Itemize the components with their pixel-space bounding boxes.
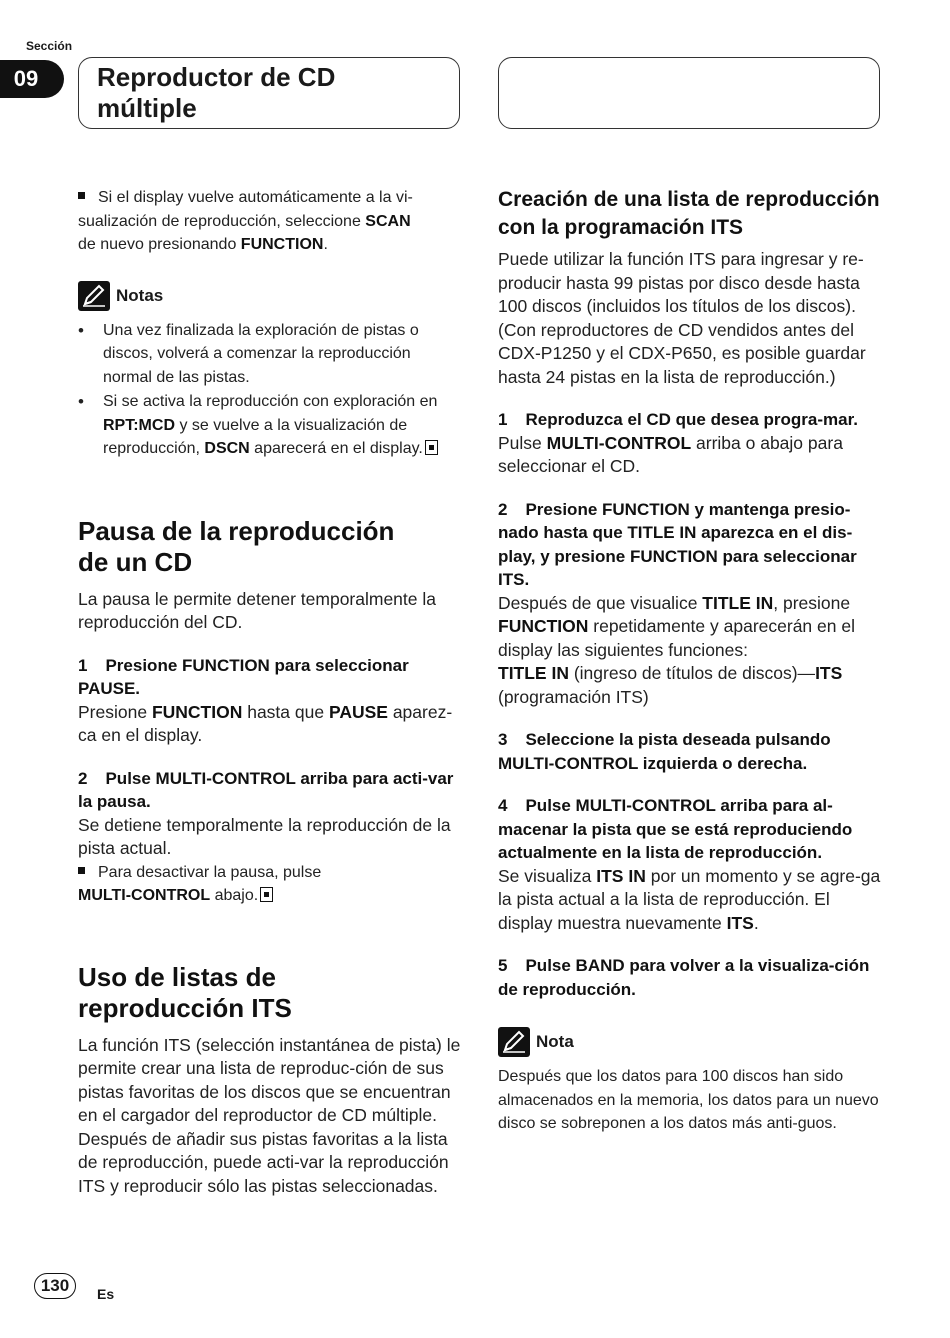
pause-step-2-heading: 2 Pulse MULTI-CONTROL arriba para acti-var la pausa. xyxy=(78,768,454,811)
chapter-title: Reproductor de CD múltiple xyxy=(97,62,336,123)
notes-list xyxy=(78,319,463,461)
pause-step-1-heading: 1 Presione FUNCTION para seleccionar PAUSE. xyxy=(78,655,409,698)
page-number: 130 xyxy=(34,1273,76,1299)
its-programming-title: Creación de una lista de reproducción con la programación ITS xyxy=(498,188,880,239)
scan-tip: Si el display vuelve automáticamente a la vi- sualización de reproducción, seleccione SCAN de nuevo presionando FUNCTION. xyxy=(78,189,413,253)
its-step-4-body: Se visualiza ITS IN por un momento y se agre-ga la pista actual a la lista de reproducción. El display muestra nuevamente ITS. xyxy=(498,865,881,933)
note-item: • Una vez finalizada la exploración de pistas o discos, volverá a comenzar la reproducción normal de las pistas. xyxy=(78,319,463,390)
square-bullet-icon xyxy=(78,867,85,874)
its-intro: La función ITS (selección instantánea de pista) le permite crear una lista de reproduc-ción de sus pistas favoritas de los discos que se encuentran en el cargador del reproductor de CD múltiple. Después de añadir sus pistas favoritas a la lista de reproducción, puede acti-var la reproducción ITS y reproducir sólo las pistas seleccionadas. xyxy=(78,1034,461,1196)
header-empty-box xyxy=(498,57,880,129)
its-step-2-body: Después de que visualice TITLE IN, presione FUNCTION repetidamente y aparecerán en el display las siguientes funciones: TITLE IN (ingreso de títulos de discos)—ITS (programación ITS) xyxy=(498,592,855,707)
note-heading xyxy=(498,1027,883,1057)
pencil-note-icon xyxy=(78,281,110,311)
right-column xyxy=(498,186,883,1136)
pause-step-2-body: Se detiene temporalmente la reproducción de la pista actual. xyxy=(78,814,451,858)
left-column xyxy=(78,186,463,1198)
language-code: Es xyxy=(97,1286,115,1302)
pause-step-2-tip: Para desactivar la pausa, pulse MULTI-CONTROL abajo. xyxy=(78,863,322,904)
section-label: Sección xyxy=(26,39,73,53)
its-step-3-heading: 3 Seleccione la pista deseada pulsando MULTI-CONTROL izquierda o derecha. xyxy=(498,730,831,773)
end-mark-icon xyxy=(425,440,438,455)
its-step-5-heading: 5 Pulse BAND para volver a la visualiza-ción de reproducción. xyxy=(498,956,870,999)
pause-intro: La pausa le permite detener temporalmente la reproducción del CD. xyxy=(78,588,436,632)
pause-section-title: Pausa de la reproducción de un CD xyxy=(78,515,395,577)
note-item: • Si se activa la reproducción con exploración en RPT:MCD y se vuelve a la visualización de reproducción, DSCN aparecerá en el display. xyxy=(78,390,463,461)
pause-step-1-body: Presione FUNCTION hasta que PAUSE aparez-ca en el display. xyxy=(78,701,453,745)
chapter-title-box xyxy=(78,57,460,129)
section-number-badge: 09 xyxy=(0,60,64,98)
notes-heading xyxy=(78,281,463,311)
pencil-note-icon xyxy=(498,1027,530,1057)
end-mark-icon xyxy=(260,887,273,902)
square-bullet-icon xyxy=(78,192,85,199)
its-section-title: Uso de listas de reproducción ITS xyxy=(78,961,292,1023)
its-step-1-body: Pulse MULTI-CONTROL arriba o abajo para seleccionar el CD. xyxy=(498,432,843,476)
note-label: Nota xyxy=(536,1032,574,1051)
its-step-4-heading: 4 Pulse MULTI-CONTROL arriba para al-macenar la pista que se está reproduciendo actualmente en la lista de reproducción. xyxy=(498,796,853,862)
notes-label: Notas xyxy=(116,285,164,305)
note-body: Después que los datos para 100 discos han sido almacenados en la memoria, los datos para un nuevo disco se sobreponen a los datos más anti-guos. xyxy=(498,1068,879,1132)
its-step-1-heading: 1 Reproduzca el CD que desea progra-mar. xyxy=(498,410,859,429)
its-programming-intro: Puede utilizar la función ITS para ingresar y re-producir hasta 99 pistas por disco desde hasta 100 discos (incluidos los títulos de los discos). (Con reproductores de CD vendidos antes del CDX-P1250 y el CDX-P650, es posible guardar hasta 24 pistas en la lista de reproducción.) xyxy=(498,249,866,387)
its-step-2-heading: 2 Presione FUNCTION y mantenga presio-nado hasta que TITLE IN aparezca en el dis-play, y presione FUNCTION para seleccionar ITS. xyxy=(498,499,857,589)
